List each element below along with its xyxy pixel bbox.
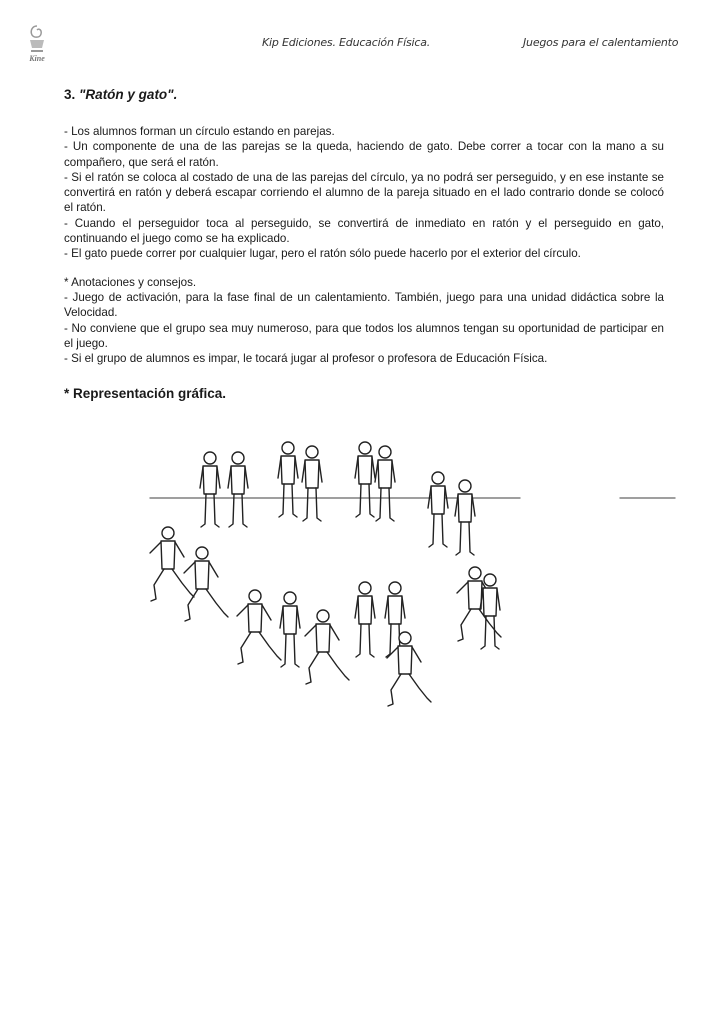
student-figure [228,452,248,527]
student-figure [480,574,500,649]
game-number: 3. [64,87,76,102]
student-figure [237,590,281,664]
student-figure [200,452,220,527]
publisher-logo [22,22,52,64]
game-name: "Ratón y gato". [79,87,178,102]
rule-item: - Si el ratón se coloca al costado de una de las parejas del círculo, ya no podrá ser perseguido, y en ese instante se convertirá en ratón y deberá escapar corriendo el alumno de la pareja situado en el lado contrario donde se colocó el ratón. [64,170,664,215]
game-illustration [140,422,680,732]
note-item: - Si el grupo de alumnos es impar, le tocará jugar al profesor o profesora de Educación Física. [64,352,548,366]
note-item: - No conviene que el grupo sea muy numeroso, para que todos los alumnos tengan su oportunidad de participar en el juego. [64,321,664,350]
student-figure [280,592,300,667]
header-publisher: Kip Ediciones. Educación Física. [262,36,431,49]
notes-title: * Anotaciones y consejos. [64,275,197,289]
student-figure [355,582,375,657]
svg-text:Kine: Kine [29,54,45,63]
rule-item: - Un componente de una de las parejas se la queda, haciendo de gato. Debe correr a tocar con la mano a su compañero, que será el ratón. [64,140,664,169]
student-figure [305,610,349,684]
student-figure [184,547,228,621]
student-figure [428,472,448,547]
game-rules [64,124,664,366]
student-figure [302,446,322,521]
graphic-title: * Representación gráfica. [64,386,227,401]
note-item: - Juego de activación, para la fase final de un calentamiento. También, juego para una unidad didáctica sobre la Velocidad. [64,290,664,320]
rule-item: - Los alumnos forman un círculo estando en parejas. [64,125,335,138]
rule-item: - Cuando el perseguidor toca al perseguido, se convertirá de inmediato en ratón y el perseguido en gato, continuando el juego como se ha explicado. [64,216,664,246]
student-figure [355,442,375,517]
student-figure [387,632,431,706]
student-figure [150,527,194,601]
student-figure [278,442,298,517]
rule-item: - El gato puede correr por cualquier lugar, pero el ratón sólo puede hacerlo por el exterior del círculo. [64,247,581,261]
student-figure [455,480,475,555]
student-figure [375,446,395,521]
header-section: Juegos para el calentamiento [523,36,679,49]
game-title [64,87,177,102]
